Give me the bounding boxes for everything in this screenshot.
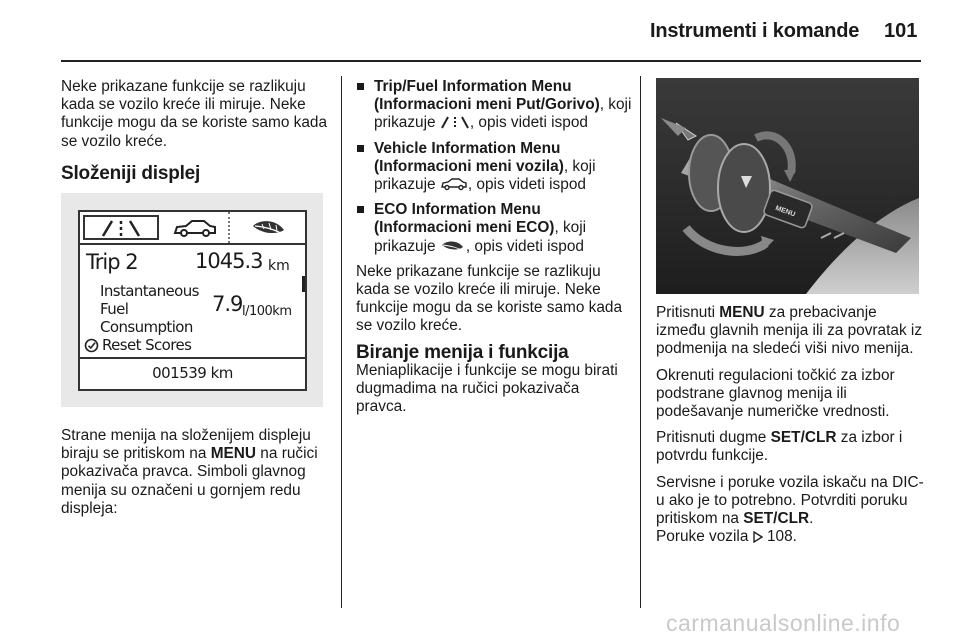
reset-scores-label: Reset Scores: [102, 336, 192, 355]
vehicle-menu-tab: [162, 212, 230, 243]
page-number: 101: [884, 20, 918, 42]
eco-menu-tab: [232, 212, 305, 243]
menu-pages-paragraph: Strane menija na složenijem displeju biraju se pritiskom na MENU na ručici pokazivača pravca. Simboli glavnog menija su označeni u gornjem redu displeja:: [61, 427, 318, 517]
lcd-screen: [78, 210, 307, 391]
page-reference-arrow-icon: [753, 531, 763, 543]
reset-scores-line: [84, 336, 191, 354]
menu-button-label: MENU: [774, 204, 797, 219]
set-clr-paragraph: Pritisnuti dugme SET/CLR za izbor i potvrdu funkcije.: [656, 429, 903, 465]
car-icon: [440, 177, 468, 191]
list-item: Vehicle Information Menu (Informacioni meni vozila), koji prikazuje , opis videti ispod: [356, 140, 632, 195]
watermark: carmanualsonline.info: [666, 610, 901, 636]
list-item: Trip/Fuel Information Menu (Informacioni meni Put/Gorivo), koji prikazuje , opis videti ispod: [356, 78, 632, 133]
menu-line: Instantaneous: [100, 282, 199, 301]
trip-fuel-icon: [440, 115, 470, 129]
eco-leaf-icon: [440, 239, 466, 253]
note-paragraph: Neke prikazane funkcije se razlikuju kada se vozilo kreće ili miruje. Neke funkcije mogu da se koriste samo kada se vozilo kreće.: [356, 262, 623, 335]
column-1: [61, 78, 333, 526]
vehicle-messages-paragraph: Servisne i poruke vozila iskaču na DIC-u ako je to potrebno. Potvrditi poruku pritiskom na SET/CLR. Poruke vozila 108.: [656, 473, 924, 546]
column-2: [356, 78, 632, 424]
trip-fuel-menu-tab: [83, 215, 159, 240]
consumption-value: 7.9: [212, 292, 243, 317]
list-item: ECO Information Menu (Informacioni meni ECO), koji prikazuje , opis videti ispod: [356, 201, 632, 256]
turn-signal-lever-photo: [656, 78, 919, 294]
eco-leaf-icon: [250, 218, 288, 238]
column-divider: [640, 76, 641, 608]
menu-line: Consumption: [100, 318, 193, 337]
thumbwheel-paragraph: Okrenuti regulacioni točkić za izbor podstrane glavnog menija ili podešavanje numeričke vrednosti.: [656, 366, 895, 421]
trip-fuel-icon: [97, 218, 145, 238]
lcd-divider: [80, 357, 305, 359]
trip-label: Trip 2: [86, 250, 138, 275]
car-icon: [172, 218, 218, 238]
odometer-value: 001539 km: [152, 364, 233, 383]
trip-distance-value: 1045.3: [195, 249, 263, 274]
menu-button-paragraph: Pritisnuti MENU za prebacivanje između glavnih menija ili za povratak iz podmenija na sledeći viši nivo menija.: [656, 304, 923, 358]
column-divider: [341, 76, 342, 608]
menu-list: [356, 78, 632, 256]
column-3: [656, 78, 924, 554]
scroll-indicator: [302, 276, 305, 292]
trip-distance-unit: km: [268, 258, 290, 275]
consumption-unit: l/100km: [242, 304, 292, 320]
intro-paragraph: Neke prikazane funkcije se razlikuju kada se vozilo kreće ili miruje. Neke funkcije mogu da se koriste samo kada se vozilo kreće.: [61, 78, 328, 150]
section-heading-display: Složeniji displej: [61, 162, 201, 184]
page-title: Instrumenti i komande: [650, 20, 860, 42]
menu-keyword: MENU: [210, 445, 257, 463]
section-heading-menu-selection: Biranje menija i funkcija: [356, 341, 569, 363]
lcd-menu-bar: [80, 212, 305, 245]
menu-line: Fuel: [100, 300, 129, 319]
lever-illustration: [656, 78, 919, 294]
display-figure: [61, 193, 323, 407]
page-header: [0, 0, 960, 62]
menu-selection-paragraph: Meniaplikacije i funkcije se mogu birati dugmadima na ručici pokazivača pravca.: [356, 361, 618, 416]
header-divider: [61, 60, 921, 62]
check-circle-icon: [84, 338, 99, 353]
